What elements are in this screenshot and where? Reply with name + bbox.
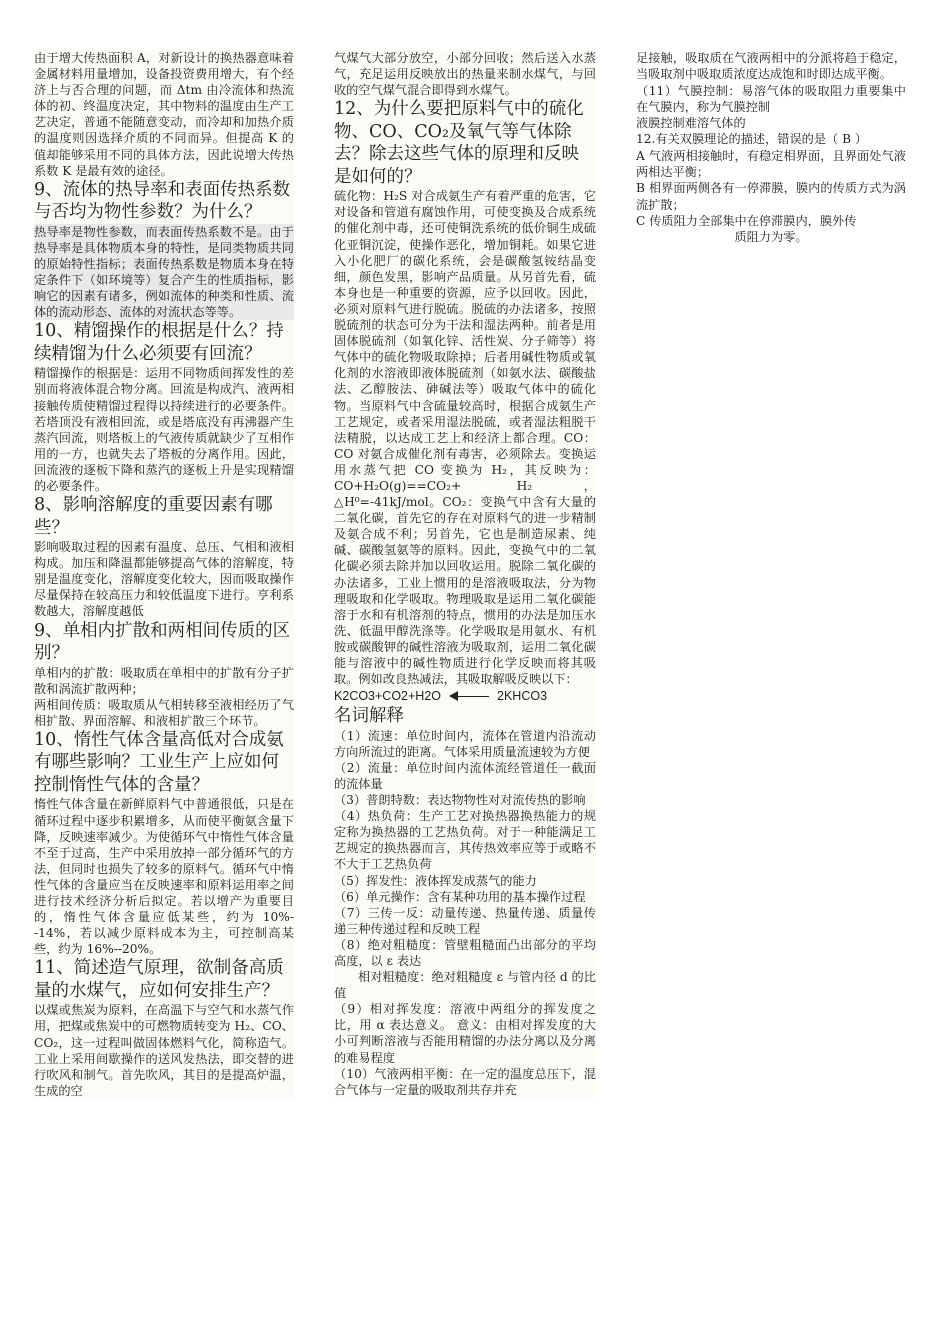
paragraph: （6）单元操作：含有某种功用的基本操作过程	[334, 889, 586, 904]
equation-right-side: 2KHCO3	[497, 689, 548, 704]
paragraph: （5）挥发性：液体挥发成蒸气的能力	[334, 873, 537, 888]
paragraph: C 传质阻力全部集中在停滞膜内，膜外传	[636, 213, 857, 228]
paragraph: 两相间传质：吸取质从气相转移至液相经历了气相扩散、界面溶解、和液相扩散三个环节。	[34, 697, 294, 728]
equation-left-side: K2CO3+CO2+H2O	[334, 689, 441, 704]
paragraph: 精馏操作的根据是：运用不同物质间挥发性的差别而将液体混合物分离。回流是构成汽、液两相接触传质使精馏过程得以持续进行的必要条件。若塔顶没有液相回流，或是塔底没有再沸器产生蒸汽回流，则塔板上的气液传质就缺少了互相作用的一方，也就失去了塔板的分离作用。因此，回流液的逐板下降和蒸汽的逐板上升是实现精馏的必要条件。	[34, 366, 294, 493]
paragraph: （1）流速：单位时间内，流体在管道内沿流动方向所流过的距离。气体采用质量流速较为方便	[334, 728, 596, 759]
paragraph: 影响吸取过程的因素有温度、总压、气相和液相构成。加压和降温都能够提高气体的溶解度，特别是温度变化，溶解度变化较大，因而吸取操作尽量保持在较高压力和较低温度下进行。亨利系数越大，溶解度越低	[34, 540, 294, 619]
column-2	[334, 50, 596, 1098]
paragraph: A 气液两相接触时，有稳定相界面，且界面处气液两相达平衡；	[636, 148, 906, 180]
chemical-equation	[334, 687, 596, 705]
section-heading: 11、简述造气原理，欲制备高质量的水煤气，应如何安排生产？	[34, 958, 284, 1001]
paragraph: 相对粗糙度：绝对粗糙度 ε 与管内径 d 的比值	[334, 970, 596, 1001]
paragraph: （10）气液两相平衡：在一定的温度总压下，混合气体与一定量的吸取剂共存并充	[334, 1066, 596, 1097]
section-heading: 9、单相内扩散和两相间传质的区别？	[34, 620, 291, 664]
paragraph: 以煤或焦炭为原料，在高温下与空气和水蒸气作用，把煤或焦炭中的可燃物质转变为 H₂、CO、CO₂，这一过程叫做固体燃料气化，简称造气。工业上采用间歇操作的送风发热法，即交替的进行吹风和制气。首先吹风，其目的是提高炉温，生成的空	[34, 1003, 294, 1098]
paragraph: 由于增大传热面积 A，对新设计的换热器意味着金属材料用量增加，设备投资费用增大，有个经济上与否合理的问题，而 Δtm 由冷流体和热流体的初、终温度决定，其中物料的温度由生产工艺决定，普通不能随意变动，而冷却和加热介质的温度则因选择介质的不同而异。但提高 K 的值却能够采用不同的具体方法，因此说增大传热系数 K 是最有效的途径。	[34, 51, 294, 178]
section-heading: 9、流体的热导率和表面传热系数与否均为物性参数？为什么？	[34, 179, 291, 223]
paragraph: 单相内的扩散：吸取质在单相中的扩散有分子扩散和涡流扩散两种；	[34, 665, 294, 696]
paragraph: （3）普朗特数：表达物物性对对流传热的影响	[334, 793, 586, 808]
column-3	[636, 50, 906, 246]
paragraph: 热导率是物性参数，而表面传热系数不是。由于热导率是具体物质本身的特性，是同类物质共同的原始特性指标；表面传热系数是物质本身在特定条件下（如环境等）复合产生的性质指标，影响它的因素有诸多，例如流体的种类和性质、流体的流动形态、流体的对流状态等等。	[34, 224, 294, 320]
section-heading: 名词解释	[334, 706, 404, 727]
reversible-arrow-icon	[449, 691, 489, 701]
column-1	[34, 50, 294, 1099]
paragraph: 气煤气大部分放空，小部分回收；然后送入水蒸气，充足运用反映放出的热量来制水煤气，与回收的空气煤气混合即得到水煤气。	[334, 51, 596, 98]
section-heading: 10、精馏操作的根据是什么？持续精馏为什么必须要有回流？	[34, 321, 284, 364]
paragraph: 足接触，吸取质在气液两相中的分派将趋于稳定，当吸取剂中吸取质浓度达成饱和时即达成平衡。	[636, 51, 906, 82]
paragraph: （2）流量：单位时间内流体流经管道任一截面的流体量	[334, 760, 596, 791]
paragraph: 质阻力为零。	[734, 230, 808, 245]
section-heading: 10、惰性气体含量高低对合成氨有哪些影响？工业生产上应如何控制惰性气体的含量？	[34, 729, 284, 795]
paragraph: 液膜控制难溶气体的	[636, 116, 746, 131]
paragraph: 硫化物：H₂S 对合成氨生产有着严重的危害，它对设备和管道有腐蚀作用，可使变换及合成系统的催化剂中毒，还可使铜洗系统的低价铜生成硫化亚铜沉淀，使操作恶化，增加铜耗。如果它进入小化肥厂的碳化系统，会是碳酸氢铵结晶变细，颜色发黑，影响产品质量。从另首先看，硫本身也是一种重要的资源，应予以回收。因此，必须对原料气进行脱硫。脱硫的办法诸多，按照脱硫剂的状态可分为干法和湿法两种。前者是用固体脱硫剂（如氧化锌、活性炭、分子筛等）将气体中的硫化物吸取除掉；后者用碱性物质或氧化剂的水溶液即液体脱硫剂（如氨水法、碳酸盐法、乙醇胺法、砷碱法等）吸取气体中的硫化物。当原料气中含硫量较高时，根据合成氨生产工艺规定，或者采用湿法脱硫，或者湿法粗脱干法精脱，以达成工艺上和经济上都合理。CO：CO 对氨合成催化剂有毒害，必须除去。变换运用水蒸气把 CO 变换为 H₂，其反映为：CO+H₂O(g)==CO₂+ H₂，△H⁰=-41kJ/mol。CO₂：变换气中含有大量的二氧化碳，首先它的存在对原料气的进一步精制及氨合成不利；另首先，它也是制造尿素、纯碱、碳酸氢氨等的原料。因此，变换气中的二氧化碳必须去除并加以回收运用。脱除二氧化碳的办法诸多，工业上惯用的是溶液吸取法，分为物理吸取和化学吸取。物理吸取是运用二氧化碳能溶于水和有机溶剂的特点，惯用的办法是加压水洗、低温甲醇洗涤等。化学吸取是用氨水、有机胺或碳酸钾的碱性溶液为吸取剂，运用二氧化碳能与溶液中的碱性物质进行化学反映而将其吸取。例如改良热减法，其吸取解吸反映以下：	[334, 189, 596, 687]
paragraph: 12.有关双膜理论的描述，错误的是（ B ）	[636, 132, 868, 147]
paragraph: （11）气膜控制：易溶气体的吸取阻力重要集中在气膜内，称为气膜控制	[636, 83, 906, 114]
paragraph: B 相界面两侧各有一停滞膜，膜内的传质方式为涡流扩散；	[636, 181, 906, 212]
paragraph: （8）绝对粗糙度：管壁粗糙面凸出部分的平均高度，以 ε 表达	[334, 937, 596, 968]
paragraph: （7）三传一反：动量传递、热量传递、质量传递三种传递过程和反映工程	[334, 905, 596, 936]
section-heading: 8、影响溶解度的重要因素有哪些？	[34, 495, 273, 538]
paragraph: 惰性气体含量在新鲜原料气中普通很低，只是在循环过程中逐步积累增多，从而使平衡氨含量下降，反映速率减少。为使循环气中惰性气体含量不至于过高，生产中采用放掉一部分循环气的方法，但同时也损失了较多的原料气。循环气中惰性气体的含量应当在反映速率和原料运用率之间进行技术经济分析后拟定。若以增产为重要目的，惰性气体含量应低某些，约为 10%--14%，若以减少原料成本为主，可控制高某些，约为 16%--20%。	[34, 797, 294, 957]
section-heading: 12、为什么要把原料气中的硫化物、CO、CO₂及氧气等气体除去？除去这些气体的原理和反映是如何的？	[334, 99, 584, 187]
paragraph: （4）热负荷：生产工艺对换热器换热能力的规定称为换热器的工艺热负荷。对于一种能满足工艺规定的换热器而言，其传热效率应等于或略不不大于工艺热负荷	[334, 809, 596, 872]
paragraph: （9）相对挥发度：溶液中两组分的挥发度之比，用 α 表达意义。 意义：由相对挥发度的大小可判断溶液与否能用精馏的办法分离以及分离的难易程度	[334, 1002, 596, 1065]
